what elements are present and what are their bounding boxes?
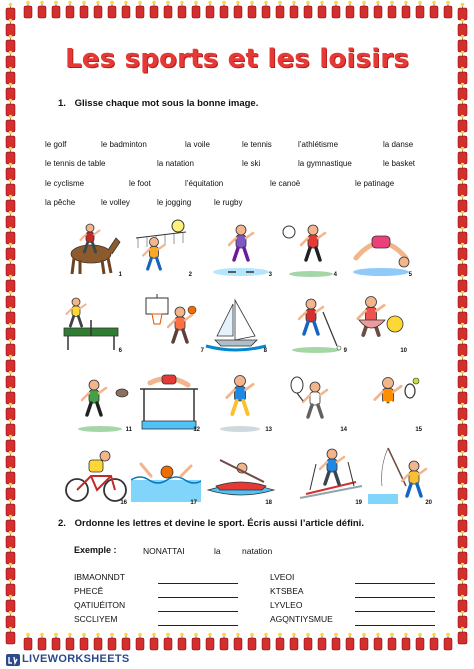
firecracker-icon: [458, 339, 467, 356]
scrambled-word: SCCLIYEM: [74, 614, 118, 624]
firecracker-icon: [458, 211, 467, 228]
firecracker-icon: [458, 483, 467, 500]
firecracker-icon: [164, 1, 172, 18]
firecracker-icon: [6, 627, 15, 644]
firecracker-icon: [6, 547, 15, 564]
example-answer: natation: [242, 546, 273, 556]
word-bank-item[interactable]: le tennis: [242, 140, 272, 149]
picture-number: 18: [265, 500, 272, 506]
firecracker-icon: [458, 387, 467, 404]
firecracker-icon: [458, 243, 467, 260]
ice-skater-icon: [206, 218, 276, 278]
firecracker-icon: [248, 633, 256, 650]
firecracker-icon: [458, 83, 467, 100]
firecracker-icon: [458, 163, 467, 180]
firecracker-icon: [458, 563, 467, 580]
picture-drop-target[interactable]: [66, 373, 136, 433]
firecracker-icon: [458, 627, 467, 644]
tennis-icon: [356, 373, 426, 433]
firecracker-icon: [290, 633, 298, 650]
firecracker-icon: [458, 115, 467, 132]
firecracker-icon: [458, 195, 467, 212]
firecracker-icon: [360, 1, 368, 18]
instruction-text: Glisse chaque mot sous la bonne image.: [74, 98, 259, 109]
word-bank-item[interactable]: le canoë: [270, 179, 301, 188]
firecracker-icon: [262, 633, 270, 650]
firecracker-icon: [6, 115, 15, 132]
firecracker-icon: [444, 1, 452, 18]
firecracker-icon: [458, 3, 467, 20]
picture-drop-target[interactable]: [206, 373, 276, 433]
firecracker-icon: [304, 1, 312, 18]
word-bank-item[interactable]: l’athlétisme: [298, 140, 339, 149]
firecracker-icon: [38, 1, 46, 18]
firecracker-icon: [262, 1, 270, 18]
picture-number: 6: [118, 348, 122, 354]
firecracker-icon: [458, 275, 467, 292]
footer-brand: LIVEWORKSHEETS: [22, 653, 130, 665]
firecracker-icon: [108, 1, 116, 18]
firecracker-icon: [458, 595, 467, 612]
answer-field[interactable]: [158, 601, 238, 612]
picture-drop-target[interactable]: [206, 218, 276, 278]
firecracker-icon: [150, 633, 158, 650]
firecracker-icon: [430, 633, 438, 650]
firecracker-icon: [458, 547, 467, 564]
picture-number: 7: [200, 348, 204, 354]
firecracker-icon: [416, 1, 424, 18]
firecracker-icon: [52, 633, 60, 650]
word-bank-item[interactable]: le jogging: [157, 198, 192, 207]
worksheet-title: Les sports et les loisirs: [64, 44, 409, 74]
answer-field[interactable]: [355, 615, 435, 626]
firecracker-icon: [164, 633, 172, 650]
decorative-border-right: [452, 0, 474, 652]
picture-number: 1: [118, 272, 122, 278]
firecracker-icon: [6, 19, 15, 36]
scrambled-word: PHECÊ: [74, 586, 104, 596]
firecracker-icon: [6, 595, 15, 612]
firecracker-icon: [6, 355, 15, 372]
firecracker-icon: [458, 179, 467, 196]
jogger-icon: [206, 373, 276, 433]
word-bank-item[interactable]: le ski: [242, 159, 261, 168]
firecracker-icon: [416, 633, 424, 650]
firecracker-icon: [192, 1, 200, 18]
firecracker-icon: [220, 1, 228, 18]
firecracker-icon: [6, 99, 15, 116]
badminton-icon: [281, 373, 351, 433]
firecracker-icon: [206, 1, 214, 18]
firecracker-icon: [6, 243, 15, 260]
firecracker-icon: [80, 633, 88, 650]
word-bank-item[interactable]: le cyclisme: [45, 179, 85, 188]
word-bank-item[interactable]: le basket: [383, 159, 416, 168]
firecracker-icon: [374, 1, 382, 18]
firecracker-icon: [122, 633, 130, 650]
firecracker-icon: [6, 275, 15, 292]
firecracker-icon: [458, 99, 467, 116]
word-bank-item[interactable]: le volley: [101, 198, 130, 207]
decorative-border-left: [0, 0, 22, 652]
firecracker-icon: [318, 1, 326, 18]
firecracker-icon: [332, 633, 340, 650]
firecracker-icon: [122, 1, 130, 18]
word-bank-item[interactable]: l’équitation: [185, 179, 224, 188]
firecracker-icon: [178, 633, 186, 650]
picture-number: 3: [268, 272, 272, 278]
firecracker-icon: [6, 499, 15, 516]
firecracker-icon: [108, 633, 116, 650]
answer-field[interactable]: [158, 615, 238, 626]
firecracker-icon: [458, 467, 467, 484]
firecracker-icon: [80, 1, 88, 18]
horse-rider-icon: [56, 218, 126, 278]
firecracker-icon: [360, 633, 368, 650]
firecracker-icon: [6, 339, 15, 356]
firecracker-icon: [458, 131, 467, 148]
word-bank-item[interactable]: la gymnastique: [298, 159, 352, 168]
picture-number: 20: [425, 500, 432, 506]
scrambled-word: IBMAONNDT: [74, 572, 125, 582]
firecracker-icon: [458, 403, 467, 420]
gymnast-icon: [346, 218, 416, 278]
instruction-2: [58, 518, 364, 529]
firecracker-icon: [6, 227, 15, 244]
picture-drop-target[interactable]: [56, 218, 126, 278]
word-bank-item[interactable]: la danse: [383, 140, 414, 149]
firecracker-icon: [458, 371, 467, 388]
firecracker-icon: [346, 1, 354, 18]
firecracker-icon: [458, 499, 467, 516]
firecracker-icon: [6, 259, 15, 276]
scrambled-word: LVEOI: [270, 572, 295, 582]
firecracker-icon: [388, 633, 396, 650]
firecracker-icon: [6, 179, 15, 196]
example-label: Exemple :: [74, 545, 117, 555]
picture-drop-target[interactable]: [201, 294, 271, 354]
picture-drop-target[interactable]: [341, 294, 411, 354]
firecracker-icon: [444, 633, 452, 650]
firecracker-icon: [66, 633, 74, 650]
firecracker-icon: [94, 633, 102, 650]
firecracker-icon: [94, 1, 102, 18]
firecracker-icon: [6, 371, 15, 388]
firecracker-icon: [458, 451, 467, 468]
picture-number: 17: [190, 500, 197, 506]
picture-drop-target[interactable]: [206, 446, 276, 506]
firecracker-icon: [24, 1, 32, 18]
skier-icon: [296, 446, 366, 506]
example-article: la: [214, 546, 221, 556]
answer-field[interactable]: [355, 573, 435, 584]
firecracker-icon: [6, 419, 15, 436]
word-bank-item[interactable]: le badminton: [101, 140, 147, 149]
word-bank-item[interactable]: le rugby: [214, 198, 243, 207]
firecracker-icon: [136, 633, 144, 650]
word-bank-item[interactable]: le tennis de table: [45, 159, 106, 168]
word-bank-item[interactable]: le patinage: [355, 179, 395, 188]
picture-number: 5: [408, 272, 412, 278]
firecracker-icon: [6, 163, 15, 180]
swimmer-icon: [131, 446, 201, 506]
firecracker-icon: [458, 579, 467, 596]
liveworksheets-logo-icon: [6, 654, 20, 666]
firecracker-icon: [458, 323, 467, 340]
football-icon: [268, 218, 341, 278]
firecracker-icon: [290, 1, 298, 18]
firecracker-icon: [6, 83, 15, 100]
word-bank-item[interactable]: le foot: [129, 179, 151, 188]
firecracker-icon: [402, 1, 410, 18]
firecracker-icon: [318, 633, 326, 650]
picture-number: 12: [193, 427, 200, 433]
instruction-number: 2.: [58, 518, 66, 529]
firecracker-icon: [332, 1, 340, 18]
firecracker-icon: [6, 403, 15, 420]
firecracker-icon: [346, 633, 354, 650]
firecracker-icon: [206, 633, 214, 650]
answer-field[interactable]: [158, 573, 238, 584]
firecracker-icon: [234, 633, 242, 650]
fishing-icon: [366, 446, 436, 506]
firecracker-icon: [276, 1, 284, 18]
firecracker-icon: [402, 633, 410, 650]
firecracker-icon: [6, 531, 15, 548]
picture-drop-target[interactable]: [138, 294, 208, 354]
picture-number: 9: [343, 348, 347, 354]
firecracker-icon: [6, 563, 15, 580]
picture-drop-target[interactable]: [366, 446, 436, 506]
firecracker-icon: [24, 633, 32, 650]
table-tennis-icon: [56, 294, 126, 354]
firecracker-icon: [6, 195, 15, 212]
picture-drop-target[interactable]: [61, 446, 131, 506]
firecracker-icon: [6, 579, 15, 596]
firecracker-icon: [220, 633, 228, 650]
sailboat-icon: [201, 294, 271, 354]
dancer-icon: [341, 294, 411, 354]
firecracker-icon: [276, 633, 284, 650]
picture-drop-target[interactable]: [356, 373, 426, 433]
firecracker-icon: [458, 419, 467, 436]
answer-field[interactable]: [158, 587, 238, 598]
picture-number: 4: [333, 272, 337, 278]
picture-number: 16: [120, 500, 127, 506]
picture-drop-target[interactable]: [56, 294, 126, 354]
word-bank-item[interactable]: la natation: [157, 159, 194, 168]
scrambled-word: KTSBEA: [270, 586, 304, 596]
basketball-icon: [138, 294, 208, 354]
scrambled-word: AGQNTIYSMUE: [270, 614, 333, 624]
picture-drop-target[interactable]: [126, 218, 196, 278]
rugby-icon: [66, 373, 136, 433]
firecracker-icon: [458, 531, 467, 548]
firecracker-icon: [6, 211, 15, 228]
picture-drop-target[interactable]: [281, 373, 351, 433]
firecracker-icon: [388, 1, 396, 18]
picture-drop-target[interactable]: [346, 218, 416, 278]
picture-drop-target[interactable]: [131, 446, 201, 506]
picture-drop-target[interactable]: [134, 373, 204, 433]
firecracker-icon: [150, 1, 158, 18]
firecracker-icon: [38, 633, 46, 650]
firecracker-icon: [458, 19, 467, 36]
picture-number: 11: [125, 427, 132, 433]
firecracker-icon: [458, 355, 467, 372]
firecracker-icon: [458, 147, 467, 164]
word-bank-item[interactable]: la pêche: [45, 198, 76, 207]
word-bank-item[interactable]: le golf: [45, 140, 67, 149]
firecracker-icon: [430, 1, 438, 18]
firecracker-icon: [6, 147, 15, 164]
instruction-text: Ordonne les lettres et devine le sport. Écris aussi l’article défini.: [74, 518, 364, 529]
firecracker-icon: [6, 323, 15, 340]
firecracker-icon: [6, 467, 15, 484]
firecracker-icon: [458, 227, 467, 244]
example-scrambled: NONATTAI: [143, 546, 185, 556]
firecracker-icon: [248, 1, 256, 18]
instruction-number: 1.: [58, 98, 66, 109]
firecracker-icon: [6, 387, 15, 404]
decorative-border-top: [0, 0, 474, 22]
picture-number: 8: [263, 348, 267, 354]
firecracker-icon: [304, 633, 312, 650]
scrambled-word: QATIUÉITON: [74, 600, 126, 610]
firecracker-icon: [6, 291, 15, 308]
picture-drop-target[interactable]: [296, 446, 366, 506]
firecracker-icon: [458, 611, 467, 628]
picture-number: 2: [188, 272, 192, 278]
firecracker-icon: [6, 3, 15, 20]
instruction-1: [58, 98, 258, 109]
firecracker-icon: [136, 1, 144, 18]
firecracker-icon: [6, 131, 15, 148]
firecracker-icon: [178, 1, 186, 18]
high-jump-icon: [134, 373, 204, 433]
firecracker-icon: [458, 259, 467, 276]
picture-number: 15: [415, 427, 422, 433]
firecracker-icon: [6, 611, 15, 628]
canoe-icon: [206, 446, 276, 506]
firecracker-icon: [6, 483, 15, 500]
word-bank-item[interactable]: la voile: [185, 140, 210, 149]
firecracker-icon: [192, 633, 200, 650]
volleyball-icon: [126, 218, 196, 278]
firecracker-icon: [6, 307, 15, 324]
scrambled-word: LYVLEO: [270, 600, 303, 610]
decorative-border-bottom: [0, 632, 474, 652]
firecracker-icon: [458, 515, 467, 532]
firecracker-icon: [6, 451, 15, 468]
firecracker-icon: [458, 435, 467, 452]
firecracker-icon: [458, 307, 467, 324]
firecracker-icon: [6, 515, 15, 532]
cyclist-icon: [61, 446, 131, 506]
answer-field[interactable]: [355, 601, 435, 612]
firecracker-icon: [66, 1, 74, 18]
picture-number: 19: [355, 500, 362, 506]
answer-field[interactable]: [355, 587, 435, 598]
firecracker-icon: [458, 291, 467, 308]
picture-number: 13: [265, 427, 272, 433]
firecracker-icon: [374, 633, 382, 650]
firecracker-icon: [52, 1, 60, 18]
picture-number: 14: [340, 427, 347, 433]
firecracker-icon: [234, 1, 242, 18]
picture-drop-target[interactable]: [268, 218, 341, 278]
firecracker-icon: [6, 435, 15, 452]
picture-number: 10: [400, 348, 407, 354]
